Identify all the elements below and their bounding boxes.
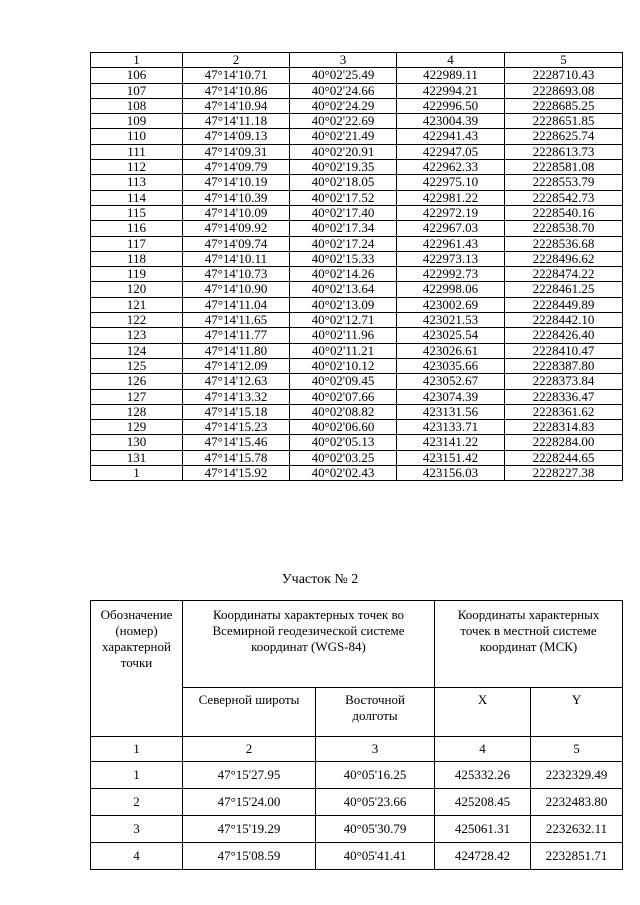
table-cell: 2228461.25 [505, 282, 623, 297]
table-cell: 47°15'08.59 [183, 843, 316, 870]
table-row [91, 267, 623, 282]
table-cell: 47°14'15.46 [183, 435, 290, 450]
table-cell: 2228284.00 [505, 435, 623, 450]
table-cell: 113 [91, 175, 183, 190]
table-cell: 422996.50 [397, 98, 505, 113]
table-cell: 2 [91, 789, 183, 816]
table-cell: 40°02'10.12 [290, 358, 397, 373]
column-number-cell: 4 [435, 737, 531, 762]
table-cell: 40°02'13.64 [290, 282, 397, 297]
table-cell: 47°15'24.00 [183, 789, 316, 816]
table-cell: 2228553.79 [505, 175, 623, 190]
table-cell: 2228373.84 [505, 374, 623, 389]
table-cell: 2228710.43 [505, 68, 623, 83]
table-cell: 423131.56 [397, 404, 505, 419]
table-cell: 119 [91, 267, 183, 282]
table-cell: 1 [91, 466, 183, 481]
table-cell: 40°02'25.49 [290, 68, 397, 83]
table-cell: 40°02'07.66 [290, 389, 397, 404]
table-cell: 423151.42 [397, 450, 505, 465]
table-cell: 47°14'11.18 [183, 114, 290, 129]
table-cell: 40°05'23.66 [316, 789, 435, 816]
table-cell: 422962.33 [397, 160, 505, 175]
table-cell: 2228410.47 [505, 343, 623, 358]
table-cell: 110 [91, 129, 183, 144]
table-cell: 422973.13 [397, 251, 505, 266]
column-number-cell: 5 [505, 53, 623, 68]
table-cell: 2228426.40 [505, 328, 623, 343]
table-cell: 47°14'09.13 [183, 129, 290, 144]
table-row [91, 297, 623, 312]
table-cell: 2232851.71 [531, 843, 623, 870]
table-cell: 122 [91, 313, 183, 328]
table-row [91, 435, 623, 450]
table-row [91, 358, 623, 373]
table-cell: 423004.39 [397, 114, 505, 129]
table-cell: 115 [91, 205, 183, 220]
table-cell: 106 [91, 68, 183, 83]
table-cell: 40°02'18.05 [290, 175, 397, 190]
table-cell: 47°14'11.77 [183, 328, 290, 343]
table-cell: 108 [91, 98, 183, 113]
table-cell: 47°14'10.71 [183, 68, 290, 83]
table-cell: 121 [91, 297, 183, 312]
table-cell: 423052.67 [397, 374, 505, 389]
column-number-row [91, 53, 623, 68]
table-cell: 127 [91, 389, 183, 404]
table-cell: 40°05'16.25 [316, 762, 435, 789]
table-cell: 2228227.38 [505, 466, 623, 481]
table-cell: 2228314.83 [505, 420, 623, 435]
table-cell: 425061.31 [435, 816, 531, 843]
table-cell: 423074.39 [397, 389, 505, 404]
column-number-cell: 2 [183, 737, 316, 762]
table-cell: 423021.53 [397, 313, 505, 328]
table-cell: 40°05'30.79 [316, 816, 435, 843]
table-cell: 2228651.85 [505, 114, 623, 129]
table-row [91, 789, 623, 816]
table-cell: 2228693.08 [505, 83, 623, 98]
msk-coordinates-header: Координаты характерных точек в местной системе координат (МСК) [435, 601, 623, 688]
table-cell: 40°02'20.91 [290, 144, 397, 159]
table-cell: 2228387.80 [505, 358, 623, 373]
table-cell: 47°14'10.86 [183, 83, 290, 98]
table-cell: 422989.11 [397, 68, 505, 83]
coordinates-table-section-2 [90, 600, 623, 870]
table-row [91, 175, 623, 190]
table-cell: 2228540.16 [505, 205, 623, 220]
table-cell: 40°02'11.96 [290, 328, 397, 343]
table-cell: 2228449.89 [505, 297, 623, 312]
table-cell: 422998.06 [397, 282, 505, 297]
table-cell: 116 [91, 221, 183, 236]
table-cell: 47°14'12.09 [183, 358, 290, 373]
table-row [91, 762, 623, 789]
table-cell: 47°14'10.94 [183, 98, 290, 113]
table-cell: 40°02'17.24 [290, 236, 397, 251]
table-cell: 40°02'06.60 [290, 420, 397, 435]
table-cell: 2228474.22 [505, 267, 623, 282]
y-header: Y [531, 688, 623, 737]
table-cell: 40°02'24.66 [290, 83, 397, 98]
table-cell: 126 [91, 374, 183, 389]
table-cell: 1 [91, 762, 183, 789]
table-cell: 47°15'27.95 [183, 762, 316, 789]
table-row [91, 236, 623, 251]
table-row [91, 328, 623, 343]
table-row [91, 420, 623, 435]
table-cell: 47°14'11.65 [183, 313, 290, 328]
column-number-cell: 3 [316, 737, 435, 762]
table-cell: 40°05'41.41 [316, 843, 435, 870]
table-cell: 40°02'17.34 [290, 221, 397, 236]
table-cell: 123 [91, 328, 183, 343]
table-cell: 40°02'03.25 [290, 450, 397, 465]
table-cell: 423141.22 [397, 435, 505, 450]
table-cell: 47°14'11.80 [183, 343, 290, 358]
table-cell: 424728.42 [435, 843, 531, 870]
table-cell: 2228496.62 [505, 251, 623, 266]
table-cell: 47°14'13.32 [183, 389, 290, 404]
latitude-header: Северной широты [183, 688, 316, 737]
table-cell: 118 [91, 251, 183, 266]
table-cell: 47°14'15.23 [183, 420, 290, 435]
table-cell: 109 [91, 114, 183, 129]
table-cell: 40°02'02.43 [290, 466, 397, 481]
table-row [91, 343, 623, 358]
table-cell: 47°14'10.39 [183, 190, 290, 205]
table-cell: 40°02'05.13 [290, 435, 397, 450]
table-cell: 130 [91, 435, 183, 450]
table-cell: 129 [91, 420, 183, 435]
table-cell: 107 [91, 83, 183, 98]
table-cell: 47°14'12.63 [183, 374, 290, 389]
table-cell: 2228536.68 [505, 236, 623, 251]
table-cell: 2228613.73 [505, 144, 623, 159]
table-cell: 125 [91, 358, 183, 373]
table-cell: 40°02'22.69 [290, 114, 397, 129]
table-cell: 120 [91, 282, 183, 297]
table-cell: 47°14'15.18 [183, 404, 290, 419]
column-number-row [91, 737, 623, 762]
table-cell: 40°02'17.52 [290, 190, 397, 205]
table-cell: 2228685.25 [505, 98, 623, 113]
table-cell: 47°14'09.79 [183, 160, 290, 175]
section-title: Участок № 2 [281, 572, 359, 587]
table-row [91, 843, 623, 870]
table-cell: 47°14'15.92 [183, 466, 290, 481]
column-number-cell: 5 [531, 737, 623, 762]
table-cell: 2228542.73 [505, 190, 623, 205]
table-cell: 2228336.47 [505, 389, 623, 404]
table-cell: 128 [91, 404, 183, 419]
table-cell: 423035.66 [397, 358, 505, 373]
table-row [91, 450, 623, 465]
coordinates-table-continued [90, 52, 623, 481]
table-row [91, 389, 623, 404]
table-row [91, 221, 623, 236]
table-cell: 4 [91, 843, 183, 870]
table-cell: 47°14'09.74 [183, 236, 290, 251]
table-row [91, 251, 623, 266]
column-number-cell: 3 [290, 53, 397, 68]
table-cell: 117 [91, 236, 183, 251]
table-cell: 47°14'10.19 [183, 175, 290, 190]
header-row-main [91, 601, 623, 688]
table-cell: 425208.45 [435, 789, 531, 816]
table-cell: 112 [91, 160, 183, 175]
table-cell: 2232483.80 [531, 789, 623, 816]
table-cell: 47°14'10.09 [183, 205, 290, 220]
table-cell: 422941.43 [397, 129, 505, 144]
table-cell: 422994.21 [397, 83, 505, 98]
table-cell: 131 [91, 450, 183, 465]
table-cell: 423025.54 [397, 328, 505, 343]
table-cell: 2228581.08 [505, 160, 623, 175]
table-row [91, 83, 623, 98]
table-row [91, 144, 623, 159]
table-cell: 40°02'12.71 [290, 313, 397, 328]
table-cell: 422981.22 [397, 190, 505, 205]
table-row [91, 466, 623, 481]
table-cell: 47°14'11.04 [183, 297, 290, 312]
table-cell: 423026.61 [397, 343, 505, 358]
table-row [91, 129, 623, 144]
table-cell: 40°02'17.40 [290, 205, 397, 220]
table-row [91, 816, 623, 843]
table-cell: 422975.10 [397, 175, 505, 190]
table-cell: 124 [91, 343, 183, 358]
table-cell: 40°02'14.26 [290, 267, 397, 282]
table-cell: 423002.69 [397, 297, 505, 312]
wgs84-coordinates-header: Координаты характерных точек во Всемирной геодезической системе координат (WGS-84) [183, 601, 435, 688]
table-row [91, 205, 623, 220]
longitude-header: Восточной долготы [316, 688, 435, 737]
table-cell: 47°15'19.29 [183, 816, 316, 843]
table-cell: 47°14'15.78 [183, 450, 290, 465]
table-cell: 40°02'11.21 [290, 343, 397, 358]
table-cell: 422967.03 [397, 221, 505, 236]
table-cell: 423156.03 [397, 466, 505, 481]
table-row [91, 98, 623, 113]
table-cell: 2228361.62 [505, 404, 623, 419]
table-row [91, 160, 623, 175]
table-cell: 2232632.11 [531, 816, 623, 843]
x-header: X [435, 688, 531, 737]
column-number-cell: 4 [397, 53, 505, 68]
table-cell: 111 [91, 144, 183, 159]
point-designation-header: Обозначение (номер) характерной точки [91, 601, 183, 737]
table-row [91, 114, 623, 129]
table-cell: 423133.71 [397, 420, 505, 435]
table-row [91, 68, 623, 83]
column-number-cell: 1 [91, 737, 183, 762]
table-cell: 2228538.70 [505, 221, 623, 236]
table-cell: 422972.19 [397, 205, 505, 220]
table-cell: 422947.05 [397, 144, 505, 159]
table-cell: 40°02'21.49 [290, 129, 397, 144]
table-cell: 2232329.49 [531, 762, 623, 789]
table-row [91, 190, 623, 205]
table-cell: 40°02'09.45 [290, 374, 397, 389]
table-row [91, 374, 623, 389]
table-cell: 40°02'19.35 [290, 160, 397, 175]
table-cell: 422961.43 [397, 236, 505, 251]
table-cell: 40°02'24.29 [290, 98, 397, 113]
table-row [91, 282, 623, 297]
table-cell: 40°02'08.82 [290, 404, 397, 419]
column-number-cell: 2 [183, 53, 290, 68]
table-cell: 3 [91, 816, 183, 843]
table-cell: 47°14'10.90 [183, 282, 290, 297]
column-number-cell: 1 [91, 53, 183, 68]
table-row [91, 404, 623, 419]
table-cell: 114 [91, 190, 183, 205]
table-cell: 422992.73 [397, 267, 505, 282]
table-row [91, 313, 623, 328]
table-cell: 40°02'13.09 [290, 297, 397, 312]
table-cell: 47°14'09.92 [183, 221, 290, 236]
table-cell: 2228244.65 [505, 450, 623, 465]
table-cell: 2228442.10 [505, 313, 623, 328]
table-cell: 47°14'10.73 [183, 267, 290, 282]
table-cell: 2228625.74 [505, 129, 623, 144]
table-cell: 47°14'10.11 [183, 251, 290, 266]
table-cell: 40°02'15.33 [290, 251, 397, 266]
table-cell: 47°14'09.31 [183, 144, 290, 159]
table-cell: 425332.26 [435, 762, 531, 789]
